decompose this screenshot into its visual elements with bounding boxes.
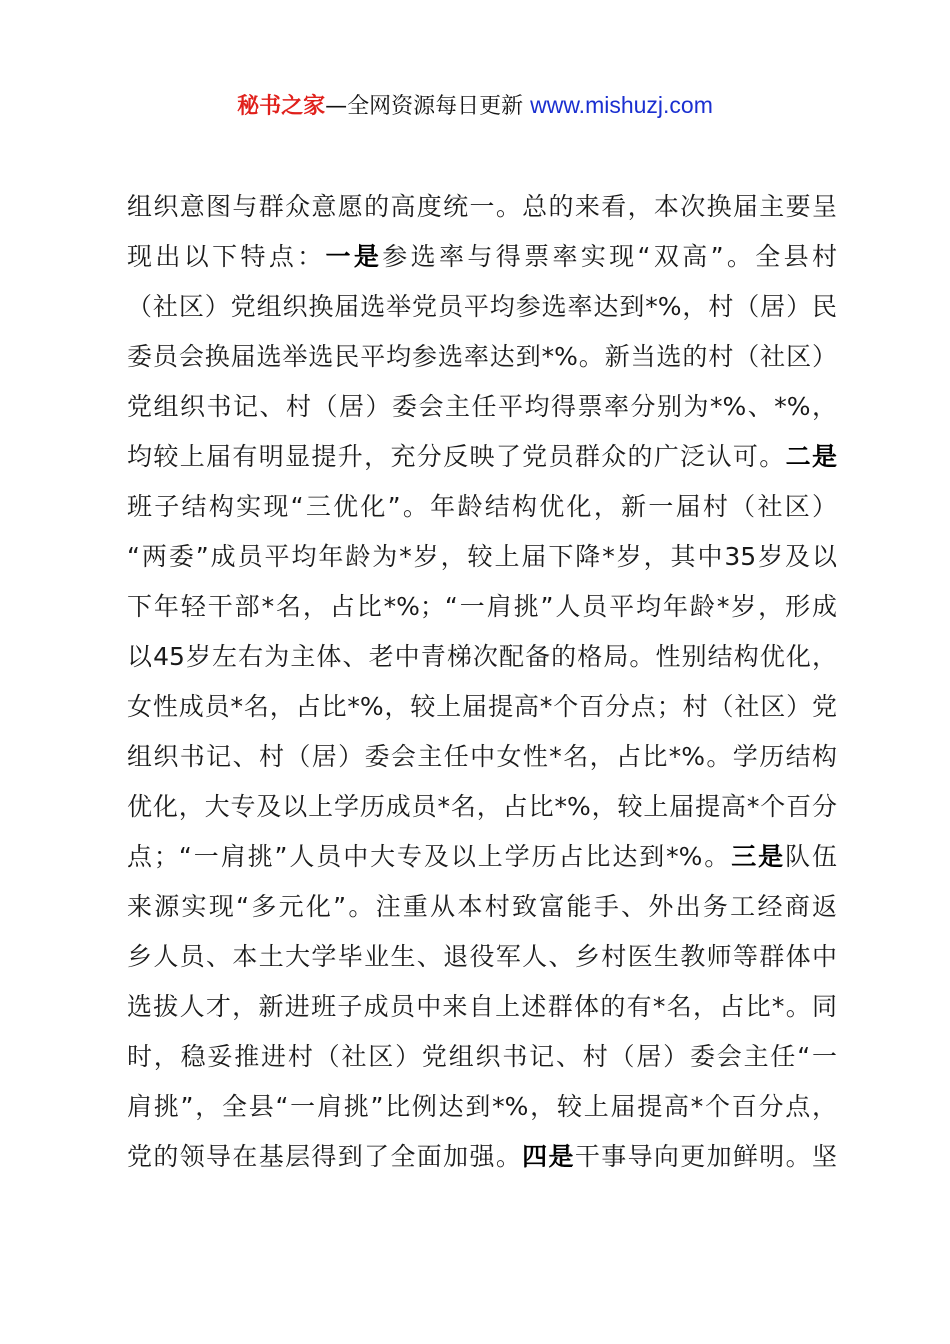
site-tagline: —全网资源每日更新 <box>325 94 524 119</box>
document-body <box>127 182 837 1182</box>
text-segment: 来源实现“多元化”。注重从本村致富能手、外出务工经商返 <box>127 892 837 921</box>
text-line <box>127 432 837 482</box>
bold-ordinal: 三是 <box>731 842 786 871</box>
text-line <box>127 332 837 382</box>
text-line <box>127 1032 837 1082</box>
text-line <box>127 882 837 932</box>
text-segment: 党组织书记、村（居）委会主任平均得票率分别为*%、*%， <box>127 392 837 421</box>
text-segment: 现出以下特点： <box>127 242 326 271</box>
text-segment: 时，稳妥推进村（社区）党组织书记、村（居）委会主任“一 <box>127 1042 837 1071</box>
text-segment: 女性成员*名，占比*%，较上届提高*个百分点；村（社区）党 <box>127 692 837 721</box>
text-segment: 参选率与得票率实现“双高”。全县村 <box>382 242 837 271</box>
text-line <box>127 632 837 682</box>
text-segment: 组织书记、村（居）委会主任中女性*名，占比*%。学历结构 <box>127 742 837 771</box>
text-line <box>127 532 837 582</box>
text-segment: 班子结构实现“三优化”。年龄结构优化，新一届村（社区） <box>127 492 837 521</box>
text-line <box>127 382 837 432</box>
bold-ordinal: 四是 <box>522 1142 575 1171</box>
text-line <box>127 582 837 632</box>
text-line <box>127 832 837 882</box>
text-segment: （社区）党组织换届选举党员平均参选率达到*%，村（居）民 <box>127 292 837 321</box>
text-segment: 选拔人才，新进班子成员中来自上述群体的有*名，占比*。同 <box>127 992 837 1021</box>
text-segment: 优化，大专及以上学历成员*名，占比*%，较上届提高*个百分 <box>127 792 837 821</box>
text-segment: 均较上届有明显提升，充分反映了党员群众的广泛认可。 <box>127 442 786 471</box>
text-line <box>127 982 837 1032</box>
bold-ordinal: 二是 <box>785 442 837 471</box>
text-line <box>127 282 837 332</box>
text-line <box>127 182 837 232</box>
text-line <box>127 482 837 532</box>
text-segment: 党的领导在基层得到了全面加强。 <box>127 1142 523 1171</box>
site-url-link[interactable]: www.mishuzj.com <box>530 92 713 118</box>
text-line <box>127 782 837 832</box>
text-line <box>127 1082 837 1132</box>
text-segment: 委员会换届选举选民平均参选率达到*%。新当选的村（社区） <box>127 342 837 371</box>
text-line <box>127 1132 837 1182</box>
text-segment: 乡人员、本土大学毕业生、退役军人、乡村医生教师等群体中 <box>127 942 837 971</box>
text-segment: 下年轻干部*名，占比*%；“一肩挑”人员平均年龄*岁，形成 <box>127 592 837 621</box>
bold-ordinal: 一是 <box>325 242 383 271</box>
text-segment: 组织意图与群众意愿的高度统一。总的来看，本次换届主要呈 <box>127 192 837 221</box>
text-segment: 队伍 <box>785 842 837 871</box>
text-line <box>127 932 837 982</box>
text-line <box>127 232 837 282</box>
text-line <box>127 732 837 782</box>
site-brand: 秘书之家 <box>237 94 326 119</box>
text-segment: 点；“一肩挑”人员中大专及以上学历占比达到*%。 <box>127 842 732 871</box>
text-segment: 干事导向更加鲜明。坚 <box>574 1142 837 1171</box>
text-segment: “两委”成员平均年龄为*岁，较上届下降*岁，其中35岁及以 <box>127 542 837 571</box>
text-line <box>127 682 837 732</box>
text-segment: 以45岁左右为主体、老中青梯次配备的格局。性别结构优化， <box>127 642 837 671</box>
text-segment: 肩挑”，全县“一肩挑”比例达到*%，较上届提高*个百分点， <box>127 1092 837 1121</box>
page-header <box>0 88 950 124</box>
